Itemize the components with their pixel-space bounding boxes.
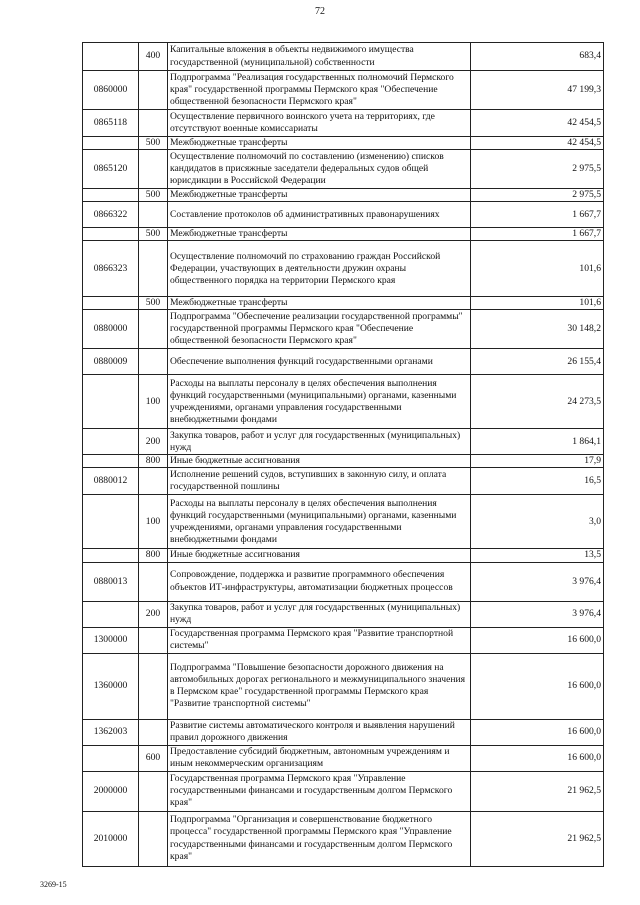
table-row: [83, 601, 604, 627]
target-article-code: [83, 43, 139, 71]
table-row: [83, 228, 604, 241]
target-article-code: 0860000: [83, 71, 139, 110]
row-amount: 1 667,7: [471, 228, 604, 241]
table-body: [83, 43, 604, 867]
table-row: [83, 349, 604, 375]
row-amount: 42 454,5: [471, 137, 604, 150]
target-article-code: [83, 137, 139, 150]
expense-type-code: 600: [139, 745, 168, 771]
row-amount: 24 273,5: [471, 375, 604, 429]
table-row: [83, 811, 604, 866]
expense-type-code: 100: [139, 495, 168, 549]
target-article-code: [83, 601, 139, 627]
target-article-code: 2010000: [83, 811, 139, 866]
expense-type-code: [139, 310, 168, 349]
target-article-code: [83, 495, 139, 549]
table-row: [83, 627, 604, 653]
table-row: [83, 297, 604, 310]
expense-type-code: [139, 71, 168, 110]
expense-type-code: [139, 653, 168, 719]
expense-type-code: 800: [139, 455, 168, 468]
table-row: [83, 495, 604, 549]
target-article-code: 1362003: [83, 719, 139, 745]
target-article-code: 0880000: [83, 310, 139, 349]
expense-type-code: 200: [139, 601, 168, 627]
row-amount: 1 864,1: [471, 429, 604, 455]
target-article-code: 0880012: [83, 468, 139, 495]
row-description: Межбюджетные трансферты: [168, 228, 471, 241]
row-description: Государственная программа Пермского края "Управление государственными финансами и государственным долгом Пермского края": [168, 771, 471, 811]
target-article-code: [83, 455, 139, 468]
row-amount: 16 600,0: [471, 653, 604, 719]
row-description: Обеспечение выполнения функций государственными органами: [168, 349, 471, 375]
expense-type-code: [139, 150, 168, 189]
table-row: [83, 429, 604, 455]
target-article-code: [83, 189, 139, 202]
row-amount: 101,6: [471, 241, 604, 297]
expense-type-code: [139, 811, 168, 866]
row-amount: 13,5: [471, 549, 604, 562]
row-description: Исполнение решений судов, вступивших в законную силу, и оплата государственной пошлины: [168, 468, 471, 495]
table-row: [83, 745, 604, 771]
expense-type-code: [139, 468, 168, 495]
expense-type-code: 200: [139, 429, 168, 455]
row-description: Межбюджетные трансферты: [168, 137, 471, 150]
target-article-code: 2000000: [83, 771, 139, 811]
document-code: 3269-15: [40, 880, 67, 889]
row-description: Расходы на выплаты персоналу в целях обеспечения выполнения функций государственными (муниципальными) органами, казенными учреждениями, органами управления государственными внебюджетными фондами: [168, 375, 471, 429]
target-article-code: 1360000: [83, 653, 139, 719]
expense-type-code: [139, 202, 168, 228]
table-row: [83, 719, 604, 745]
target-article-code: [83, 375, 139, 429]
expense-type-code: [139, 719, 168, 745]
table-row: [83, 549, 604, 562]
row-description: Подпрограмма "Реализация государственных полномочий Пермского края" государственной программы Пермского края "Обеспечение общественной безопасности Пермского края": [168, 71, 471, 110]
expense-type-code: 800: [139, 549, 168, 562]
table-row: [83, 150, 604, 189]
row-amount: 3,0: [471, 495, 604, 549]
target-article-code: 0866323: [83, 241, 139, 297]
expense-type-code: [139, 241, 168, 297]
row-amount: 683,4: [471, 43, 604, 71]
row-amount: 16,5: [471, 468, 604, 495]
expense-type-code: [139, 562, 168, 601]
row-description: Закупка товаров, работ и услуг для государственных (муниципальных) нужд: [168, 429, 471, 455]
expense-type-code: [139, 110, 168, 137]
expense-type-code: [139, 349, 168, 375]
table-row: [83, 375, 604, 429]
row-description: Сопровождение, поддержка и развитие программного обеспечения объектов ИТ-инфраструктуры, автоматизации бюджетных процессов: [168, 562, 471, 601]
row-amount: 16 600,0: [471, 719, 604, 745]
expense-type-code: 400: [139, 43, 168, 71]
row-description: Предоставление субсидий бюджетным, автономным учреждениям и иным некоммерческим организациям: [168, 745, 471, 771]
row-description: Иные бюджетные ассигнования: [168, 455, 471, 468]
row-amount: 3 976,4: [471, 601, 604, 627]
target-article-code: 0880009: [83, 349, 139, 375]
row-amount: 16 600,0: [471, 745, 604, 771]
row-description: Капитальные вложения в объекты недвижимого имущества государственной (муниципальной) собственности: [168, 43, 471, 71]
row-amount: 17,9: [471, 455, 604, 468]
table-row: [83, 43, 604, 71]
row-amount: 26 155,4: [471, 349, 604, 375]
expense-type-code: 500: [139, 137, 168, 150]
table-row: [83, 202, 604, 228]
table-row: [83, 771, 604, 811]
target-article-code: 1300000: [83, 627, 139, 653]
table-row: [83, 468, 604, 495]
row-amount: 2 975,5: [471, 189, 604, 202]
row-description: Государственная программа Пермского края "Развитие транспортной системы": [168, 627, 471, 653]
target-article-code: 0880013: [83, 562, 139, 601]
row-amount: 101,6: [471, 297, 604, 310]
table-row: [83, 562, 604, 601]
target-article-code: 0866322: [83, 202, 139, 228]
table-row: [83, 71, 604, 110]
table-row: [83, 137, 604, 150]
expense-type-code: 100: [139, 375, 168, 429]
table-row: [83, 653, 604, 719]
row-amount: 47 199,3: [471, 71, 604, 110]
row-description: Закупка товаров, работ и услуг для государственных (муниципальных) нужд: [168, 601, 471, 627]
target-article-code: [83, 745, 139, 771]
expense-type-code: [139, 627, 168, 653]
table-row: [83, 189, 604, 202]
target-article-code: 0865118: [83, 110, 139, 137]
row-description: Иные бюджетные ассигнования: [168, 549, 471, 562]
row-description: Осуществление полномочий по составлению (изменению) списков кандидатов в присяжные заседатели федеральных судов общей юрисдикции в Российской Федерации: [168, 150, 471, 189]
row-description: Межбюджетные трансферты: [168, 189, 471, 202]
target-article-code: 0865120: [83, 150, 139, 189]
row-description: Подпрограмма "Повышение безопасности дорожного движения на автомобильных дорогах регионального и межмуниципального значения в Пермском крае" государственной программы Пермского края "Развитие транспортной системы": [168, 653, 471, 719]
table-row: [83, 310, 604, 349]
row-amount: 2 975,5: [471, 150, 604, 189]
row-description: Осуществление полномочий по страхованию граждан Российской Федерации, участвующих в деятельности дружин охраны общественного порядка на территории Пермского края: [168, 241, 471, 297]
row-amount: 30 148,2: [471, 310, 604, 349]
row-amount: 21 962,5: [471, 771, 604, 811]
row-description: Осуществление первичного воинского учета на территориях, где отсутствуют военные комиссариаты: [168, 110, 471, 137]
page-number: 72: [315, 6, 325, 17]
target-article-code: [83, 297, 139, 310]
row-amount: 16 600,0: [471, 627, 604, 653]
expense-type-code: [139, 771, 168, 811]
expense-type-code: 500: [139, 228, 168, 241]
table-row: [83, 455, 604, 468]
row-description: Расходы на выплаты персоналу в целях обеспечения выполнения функций государственными (муниципальными) органами, казенными учреждениями, органами управления государственными внебюджетными фондами: [168, 495, 471, 549]
row-amount: 3 976,4: [471, 562, 604, 601]
expense-type-code: 500: [139, 297, 168, 310]
row-amount: 42 454,5: [471, 110, 604, 137]
row-amount: 1 667,7: [471, 202, 604, 228]
row-description: Развитие системы автоматического контроля и выявления нарушений правил дорожного движения: [168, 719, 471, 745]
row-description: Составление протоколов об административных правонарушениях: [168, 202, 471, 228]
row-description: Подпрограмма "Организация и совершенствование бюджетного процесса" государственной программы Пермского края "Управление государственными финансами и государственным долгом Пермского края": [168, 811, 471, 866]
budget-table: [82, 42, 604, 867]
row-amount: 21 962,5: [471, 811, 604, 866]
table-row: [83, 110, 604, 137]
row-description: Межбюджетные трансферты: [168, 297, 471, 310]
target-article-code: [83, 549, 139, 562]
target-article-code: [83, 429, 139, 455]
target-article-code: [83, 228, 139, 241]
row-description: Подпрограмма "Обеспечение реализации государственной программы" государственной программы Пермского края "Обеспечение общественной безопасности Пермского края": [168, 310, 471, 349]
expense-type-code: 500: [139, 189, 168, 202]
table-row: [83, 241, 604, 297]
